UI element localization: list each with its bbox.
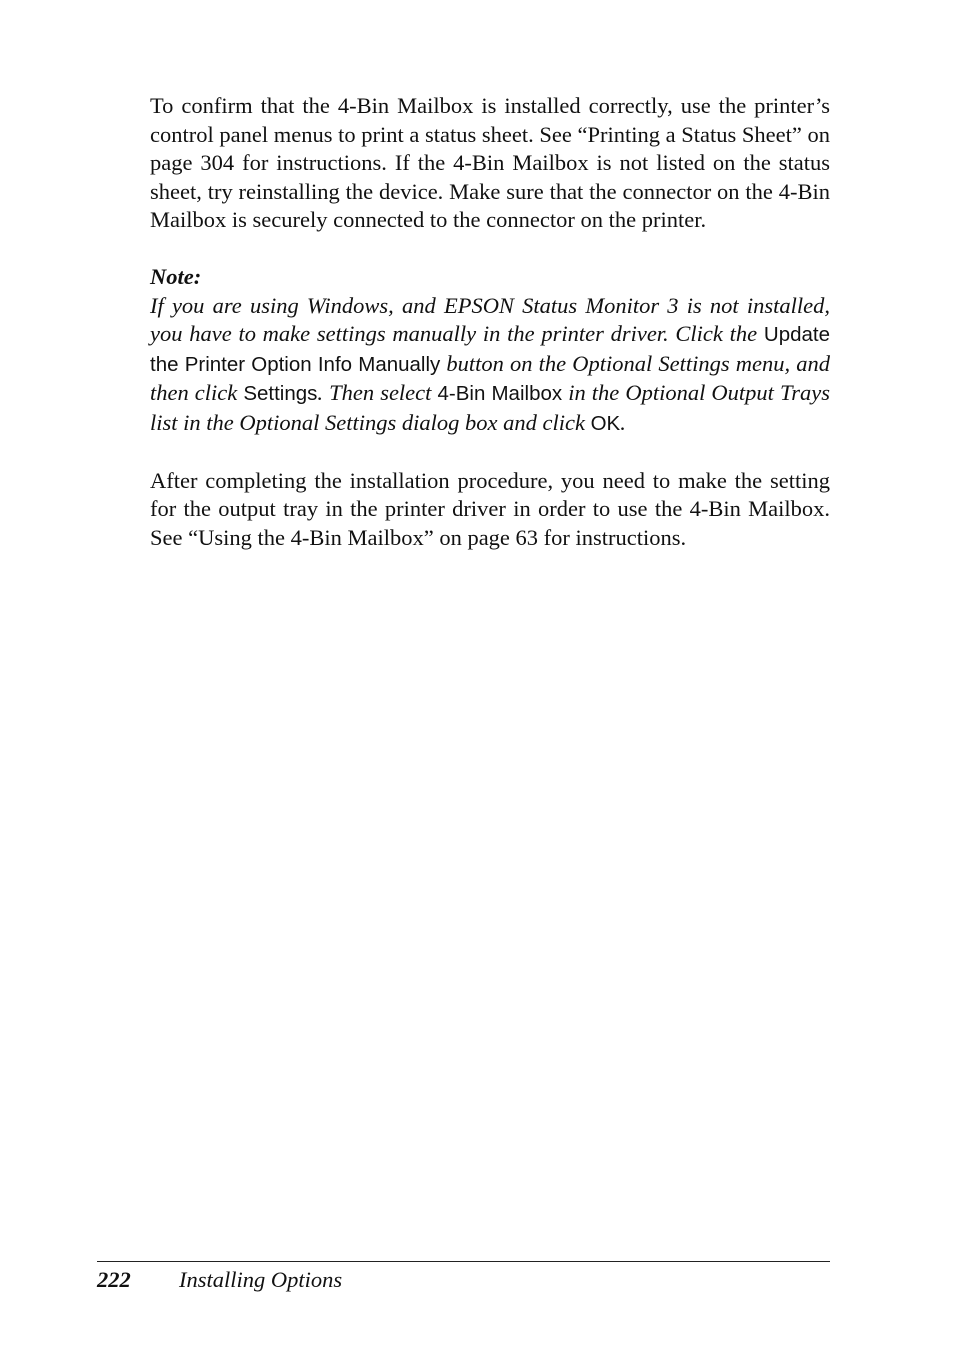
page-number: 222 xyxy=(97,1267,131,1292)
page-body xyxy=(150,92,830,552)
note-text-3: . Then select xyxy=(317,380,438,406)
ok-term: OK xyxy=(590,411,621,435)
update-option-info-term: Update the Printer Option Info Manually xyxy=(150,323,830,376)
after-paragraph: After completing the installation procedure, you need to make the setting for the output tray in the printer driver in order to use the 4-Bin Mailbox. See “Using the 4-Bin Mailbox” on page 63 for instructions. xyxy=(150,467,830,550)
page-footer xyxy=(97,1266,342,1294)
note-text-1: If you are using Windows, and EPSON Status Monitor 3 is not installed, you have to make settings manually in the printer driver. Click the xyxy=(150,292,830,347)
note-block xyxy=(150,263,830,439)
note-text-5: . xyxy=(620,409,626,435)
section-title: Installing Options xyxy=(179,1267,343,1292)
footer-divider xyxy=(97,1261,830,1262)
note-text-2: button on the Optional Settings menu, and then click xyxy=(150,350,830,406)
four-bin-mailbox-term: 4-Bin Mailbox xyxy=(437,382,563,406)
settings-term: Settings xyxy=(243,382,318,406)
intro-paragraph: To confirm that the 4-Bin Mailbox is installed correctly, use the printer’s control panel menus to print a status sheet. See “Printing a Status Sheet” on page 304 for instructions. If the 4-Bin Mailbox is not listed on the status sheet, try reinstalling the device. Make sure that the connector on the 4-Bin Mailbox is securely connected to the connector on the printer. xyxy=(150,93,830,233)
note-label: Note: xyxy=(150,263,202,289)
note-text-4: in the Optional Output Trays list in the Optional Settings dialog box and click xyxy=(150,380,830,435)
